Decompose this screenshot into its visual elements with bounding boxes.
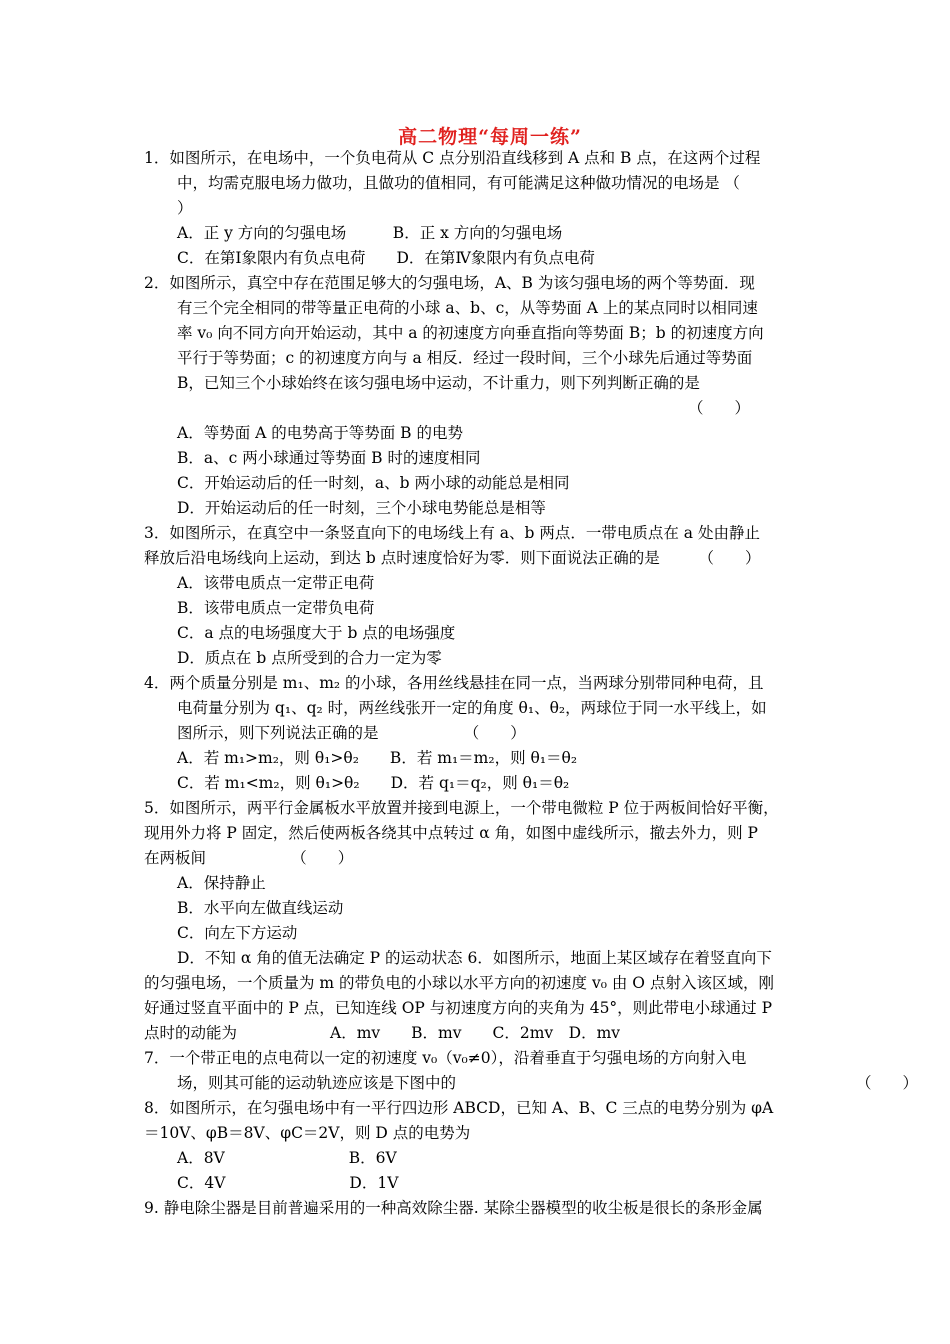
text-line: 现用外力将 P 固定，然后使两板各绕其中点转过 α 角，如图中虚线所示，撤去外力，则 P: [144, 824, 758, 842]
answer-paren: （ ）: [856, 1074, 919, 1092]
option-line: B．水平向左做直线运动: [177, 899, 344, 917]
text-line: 平行于等势面；c 的初速度方向与 a 相反．经过一段时间，三个小球先后通过等势面: [177, 349, 753, 367]
text-line: 2．如图所示，真空中存在范围足够大的匀强电场，A、B 为该匀强电场的两个等势面．现: [144, 274, 755, 292]
option-line: A．等势面 A 的电势高于等势面 B 的电势: [177, 424, 463, 442]
option-line: B．该带电质点一定带负电荷: [177, 599, 375, 617]
option-line: A．8V B．6V: [177, 1149, 397, 1167]
text-line: 1．如图所示，在电场中，一个负电荷从 C 点分别沿直线移到 A 点和 B 点，在这两个过程: [144, 149, 761, 167]
text-line: B，已知三个小球始终在该匀强电场中运动，不计重力，则下列判断正确的是: [177, 374, 700, 392]
text-line: 的匀强电场，一个质量为 m 的带负电的小球以水平方向的初速度 v₀ 由 O 点射入该区域，刚: [144, 974, 774, 992]
text-line: 9. 静电除尘器是目前普遍采用的一种高效除尘器. 某除尘器模型的收尘板是很长的条形金属: [144, 1199, 763, 1217]
option-line: C．在第Ⅰ象限内有负点电荷 D．在第Ⅳ象限内有负点电荷: [177, 249, 595, 267]
text-line: 电荷量分别为 q₁、q₂ 时，两丝线张开一定的角度 θ₁、θ₂，两球位于同一水平线上，如: [177, 699, 767, 717]
text-line: 释放后沿电场线向上运动，到达 b 点时速度恰好为零．则下面说法正确的是 （ ）: [144, 549, 761, 567]
option-line: C．a 点的电场强度大于 b 点的电场强度: [177, 624, 456, 642]
text-line: 率 v₀ 向不同方向开始运动，其中 a 的初速度方向垂直指向等势面 B；b 的初速度方向: [177, 324, 764, 342]
text-line: 5．如图所示，两平行金属板水平放置并接到电源上，一个带电微粒 P 位于两板间恰好平衡，: [144, 799, 779, 817]
text-line: 中，均需克服电场力做功，且做功的值相同，有可能满足这种做功情况的电场是 （: [177, 174, 740, 192]
text-line: 在两板间 （ ）: [144, 849, 354, 867]
text-line: ）: [177, 199, 193, 217]
option-line: C．向左下方运动: [177, 924, 298, 942]
text-line: 3．如图所示，在真空中一条竖直向下的电场线上有 a、b 两点．一带电质点在 a 处由静止: [144, 524, 760, 542]
text-line: 4．两个质量分别是 m₁、m₂ 的小球，各用丝线悬挂在同一点，当两球分别带同种电荷，且: [144, 674, 764, 692]
text-line: 好通过竖直平面中的 P 点，已知连线 OP 与初速度方向的夹角为 45°，则此带电小球通过 P: [144, 999, 773, 1017]
option-line: A．该带电质点一定带正电荷: [177, 574, 375, 592]
text-line: 点时的动能为 A．mv B．mv C．2mv D．mv: [144, 1024, 621, 1042]
option-line: C．4V D．1V: [177, 1174, 399, 1192]
option-line: D．开始运动后的任一时刻，三个小球电势能总是相等: [177, 499, 546, 517]
option-line: A．保持静止: [177, 874, 266, 892]
option-line: D．不知 α 角的值无法确定 P 的运动状态 6．如图所示，地面上某区域存在着竖直向下: [177, 949, 772, 967]
text-line: 8．如图所示，在匀强电场中有一平行四边形 ABCD，已知 A、B、C 三点的电势分别为 φA: [144, 1099, 774, 1117]
text-line: 场，则其可能的运动轨迹应该是下图中的: [177, 1074, 457, 1092]
text-line: 有三个完全相同的带等量正电荷的小球 a、b、c，从等势面 A 上的某点同时以相同速: [177, 299, 758, 317]
option-line: A．若 m₁>m₂，则 θ₁>θ₂ B．若 m₁＝m₂，则 θ₁＝θ₂: [177, 749, 578, 767]
option-line: A．正 y 方向的匀强电场 B．正 x 方向的匀强电场: [177, 224, 563, 242]
page-title: 高二物理“每周一练”: [398, 126, 582, 148]
option-line: C．开始运动后的任一时刻，a、b 两小球的动能总是相同: [177, 474, 570, 492]
option-line: B．a、c 两小球通过等势面 B 时的速度相同: [177, 449, 481, 467]
option-line: C．若 m₁<m₂，则 θ₁>θ₂ D．若 q₁＝q₂，则 θ₁＝θ₂: [177, 774, 570, 792]
text-line: ＝10V、φB＝8V、φC＝2V，则 D 点的电势为: [144, 1124, 471, 1142]
answer-paren: （ ）: [688, 399, 751, 417]
text-line: 7．一个带正电的点电荷以一定的初速度 v₀（v₀≠0），沿着垂直于匀强电场的方向射入电: [144, 1049, 747, 1067]
text-line: 图所示，则下列说法正确的是 （ ）: [177, 724, 526, 742]
option-line: D．质点在 b 点所受到的合力一定为零: [177, 649, 442, 667]
